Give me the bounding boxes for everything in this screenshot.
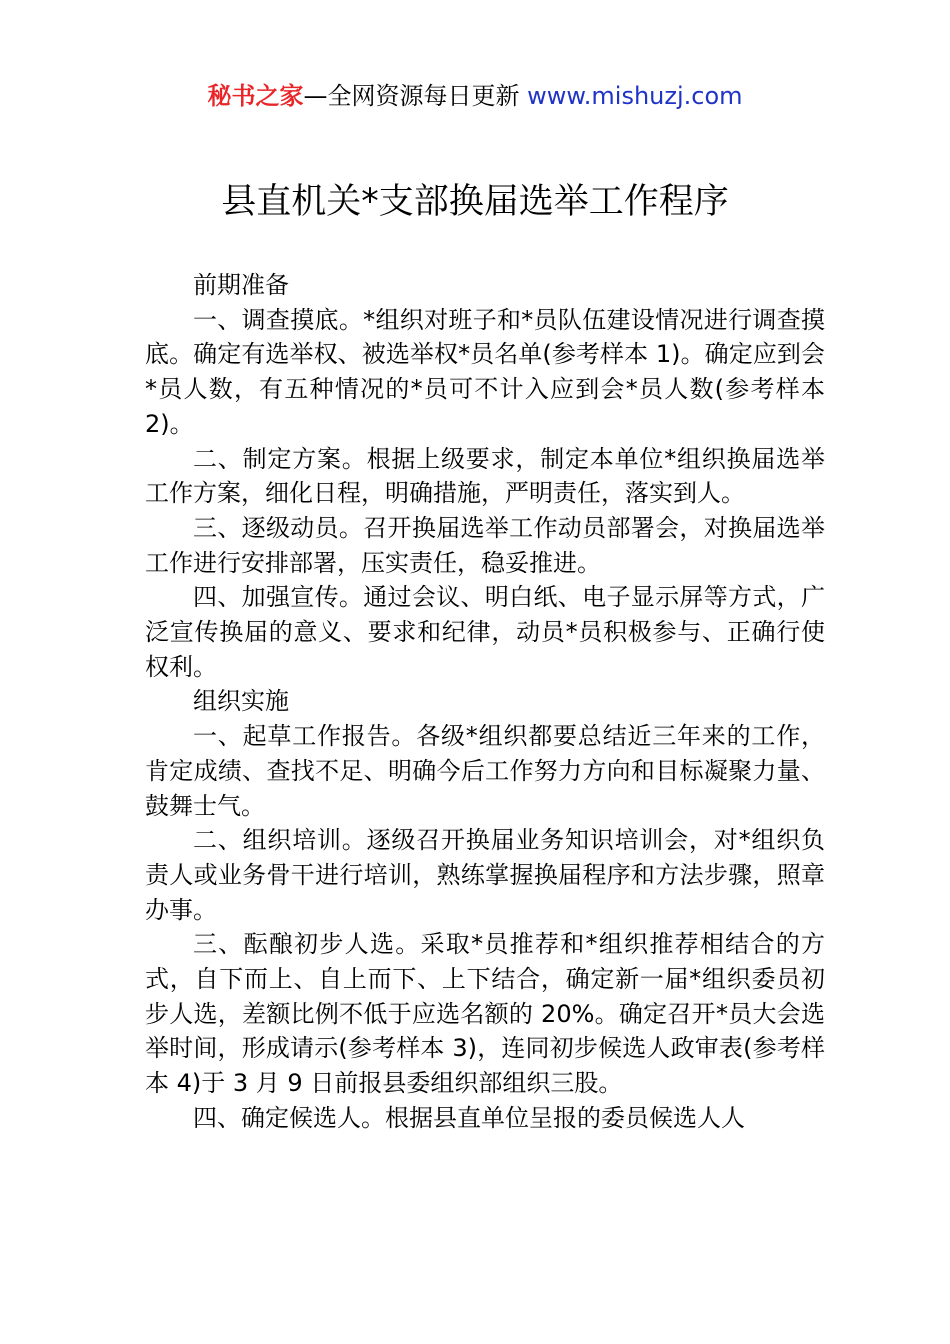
site-url-link[interactable]: www.mishuzj.com [527, 82, 743, 110]
section-heading-preparation: 前期准备 [193, 271, 289, 299]
site-brand: 秘书之家 [207, 82, 304, 110]
paragraph-report: 一、起草工作报告。各级*组织都要总结近三年来的工作，肯定成绩、查找不足、明确今后工作努力方向和目标凝聚力量、鼓舞士气。 [145, 722, 825, 820]
paragraph-candidates-initial: 三、酝酿初步人选。采取*员推荐和*组织推荐相结合的方式，自下而上、自上而下、上下结合，确定新一届*组织委员初步人选，差额比例不低于应选名额的 20%。确定召开*员大会选举时间，形成请示(参考样本 3)，连同初步候选人政审表(参考样本 4)于 3 月 9 日前报县委组织部组织三股。 [145, 930, 825, 1098]
paragraph-training: 二、组织培训。逐级召开换届业务知识培训会，对*组织负责人或业务骨干进行培训，熟练掌握换届程序和方法步骤，照章办事。 [145, 826, 825, 924]
paragraph-publicity: 四、加强宣传。通过会议、明白纸、电子显示屏等方式，广泛宣传换届的意义、要求和纪律，动员*员积极参与、正确行使权利。 [145, 583, 825, 681]
section-heading-implementation: 组织实施 [193, 687, 289, 716]
paragraph-plan: 二、制定方案。根据上级要求，制定本单位*组织换届选举工作方案，细化日程，明确措施，严明责任，落实到人。 [145, 444, 825, 508]
document-title: 县直机关*支部换届选举工作程序 [221, 182, 729, 222]
document-body [145, 268, 825, 1136]
site-tagline: —全网资源每日更新 [303, 82, 520, 110]
paragraph-candidates-confirm: 四、确定候选人。根据县直单位呈报的委员候选人人 [193, 1103, 745, 1132]
site-header [0, 80, 950, 112]
paragraph-survey: 一、调查摸底。*组织对班子和*员队伍建设情况进行调查摸底。确定有选举权、被选举权*员名单(参考样本 1)。确定应到会*员人数，有五种情况的*员可不计入应到会*员人数(参考样本 2)。 [145, 305, 825, 438]
paragraph-mobilize: 三、逐级动员。召开换届选举工作动员部署会，对换届选举工作进行安排部署，压实责任，稳妥推进。 [145, 513, 825, 577]
